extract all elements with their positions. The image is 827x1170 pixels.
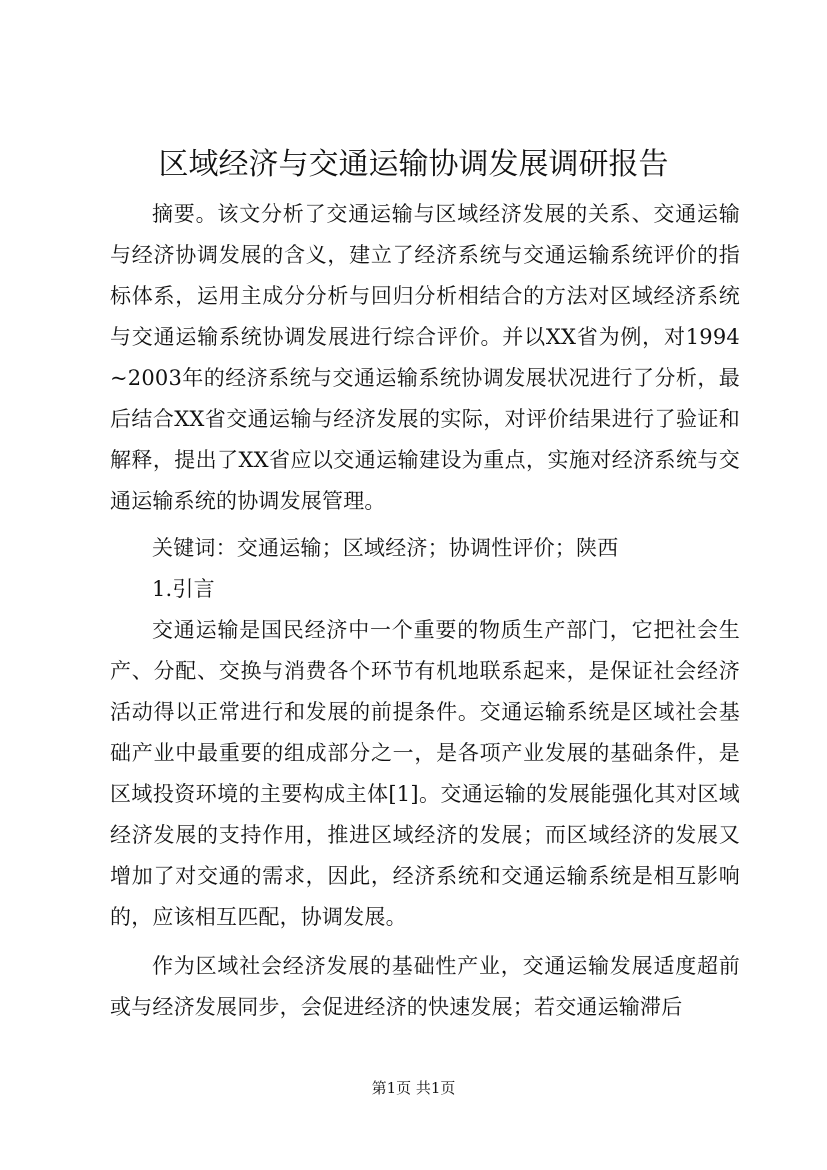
body-paragraph-2: 作为区域社会经济发展的基础性产业，交通运输发展适度超前或与经济发展同步，会促进经济的快速发展；若交通运输滞后 [110, 954, 740, 1019]
page-footer: 第1页 共1页 [371, 1079, 456, 1097]
keywords-line: 关键词：交通运输；区域经济；协调性评价；陕西 [152, 536, 619, 560]
section-heading: 1.引言 [152, 577, 215, 601]
document-body [110, 194, 740, 1028]
body-paragraph-1: 交通运输是国民经济中一个重要的物质生产部门，它把社会生产、分配、交换与消费各个环节有机地联系起来，是保证社会经济活动得以正常进行和发展的前提条件。交通运输系统是区域社会基础产业中最重要的组成部分之一，是各项产业发展的基础条件，是区域投资环境的主要构成主体[1]。交通运输的发展能强化其对区域经济发展的支持作用，推进区域经济的发展；而区域经济的发展又增加了对交通的需求，因此，经济系统和交通运输系统是相互影响的，应该相互匹配，协调发展。 [110, 618, 740, 929]
document-title: 区域经济与交通运输协调发展调研报告 [158, 147, 669, 182]
abstract-paragraph: 摘要。该文分析了交通运输与区域经济发展的关系、交通运输与经济协调发展的含义，建立了经济系统与交通运输系统评价的指标体系，运用主成分分析与回归分析相结合的方法对区域经济系统与交通运输系统协调发展进行综合评价。并以XX省为例，对1994~2003年的经济系统与交通运输系统协调发展状况进行了分析，最后结合XX省交通运输与经济发展的实际，对评价结果进行了验证和解释，提出了XX省应以交通运输建设为重点，实施对经济系统与交通运输系统的协调发展管理。 [110, 202, 740, 513]
